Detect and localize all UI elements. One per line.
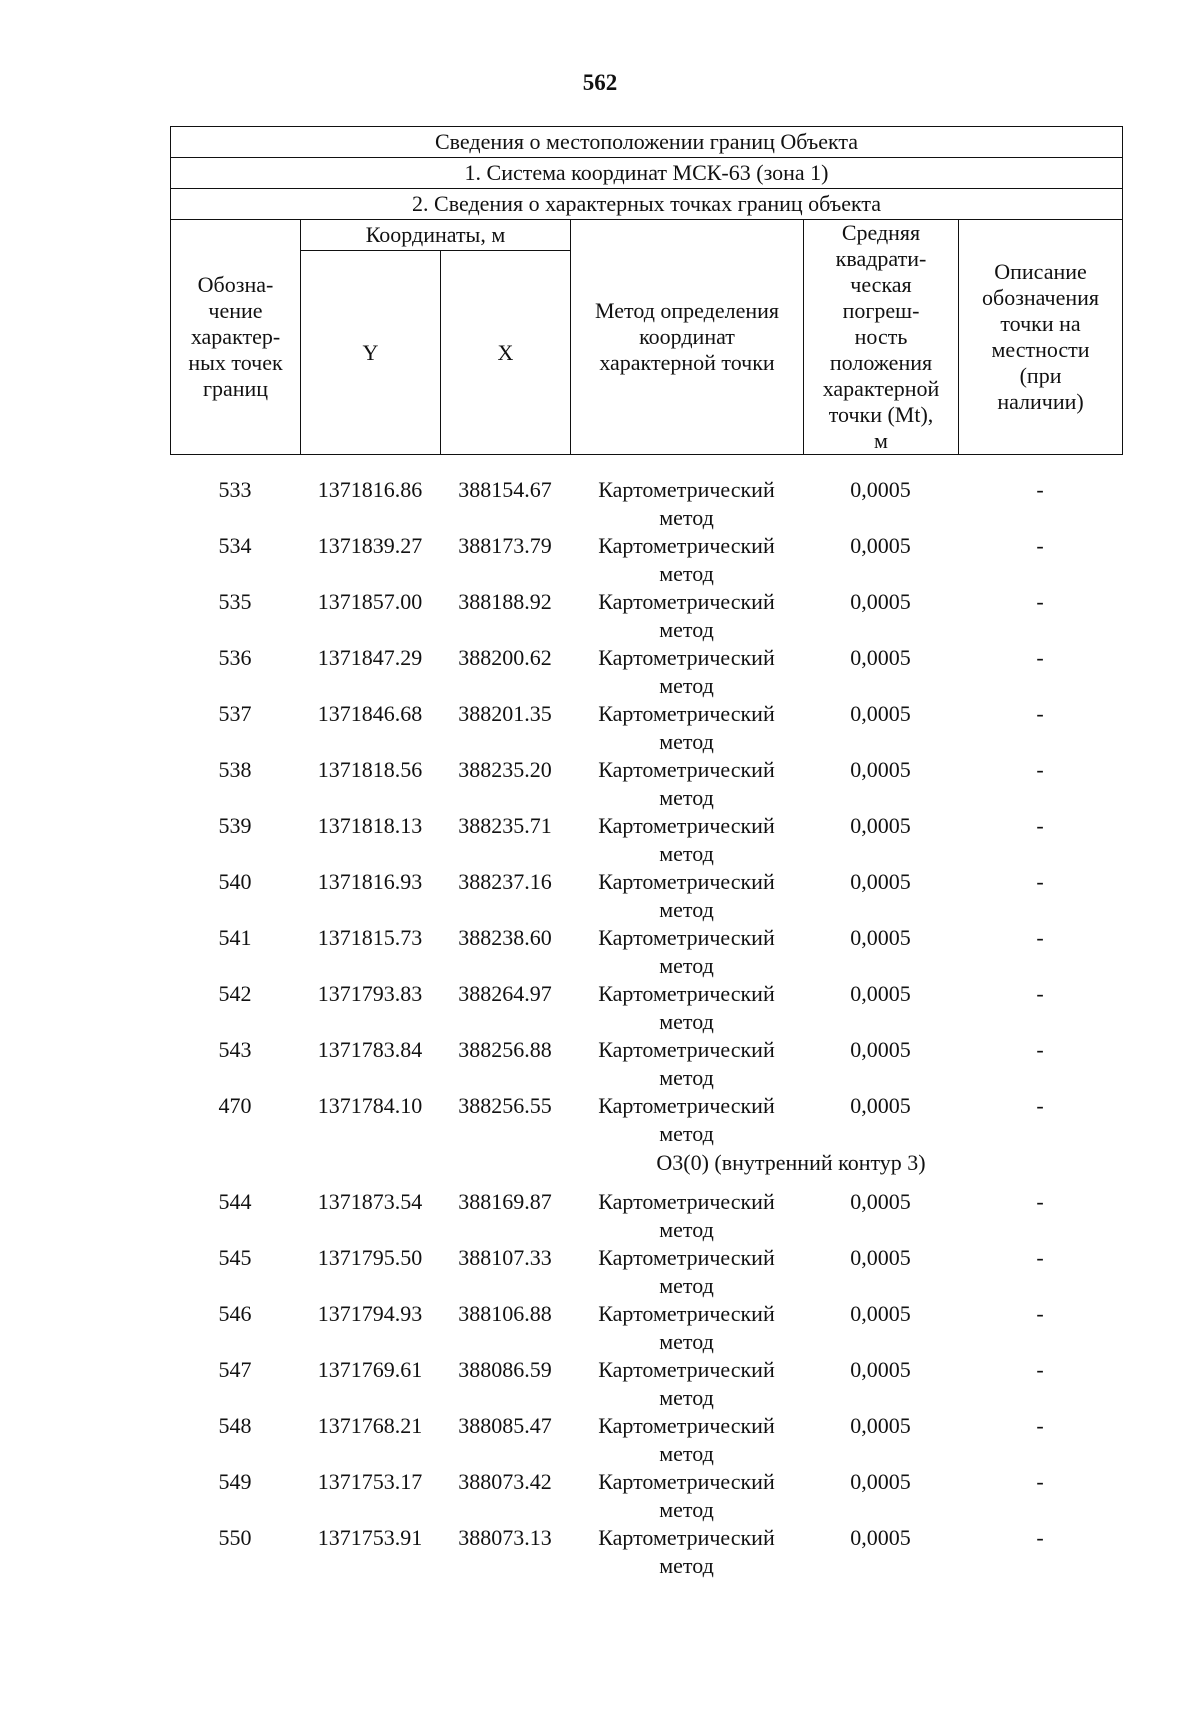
method-line-1: Картометрический	[598, 1189, 775, 1214]
point-id: 539	[218, 813, 252, 838]
coord-y: 1371768.21	[317, 1413, 423, 1438]
description: -	[1036, 645, 1044, 670]
error-value: 0,0005	[850, 645, 911, 670]
method-line-1: Картометрический	[598, 1357, 775, 1382]
method-line-2: метод	[659, 1217, 714, 1242]
coord-y: 1371816.86	[317, 477, 423, 502]
coord-x: 388073.42	[458, 1469, 552, 1494]
point-id: 545	[218, 1245, 252, 1270]
method-line-1: Картометрический	[598, 701, 775, 726]
method-line-2: метод	[659, 1385, 714, 1410]
coord-y: 1371846.68	[317, 701, 423, 726]
method	[570, 812, 803, 868]
coord-x: 388238.60	[458, 925, 552, 950]
method-line-2: метод	[659, 1329, 714, 1354]
description: -	[1036, 1525, 1044, 1550]
description: -	[1036, 981, 1044, 1006]
error-value: 0,0005	[850, 701, 911, 726]
coord-y: 1371818.13	[317, 813, 423, 838]
coord-x: 388086.59	[458, 1357, 552, 1382]
method-line-2: метод	[659, 1497, 714, 1522]
points-table	[170, 476, 1122, 1580]
method-line-1: Картометрический	[598, 981, 775, 1006]
method	[570, 476, 803, 532]
description: -	[1036, 1469, 1044, 1494]
coord-x: 388200.62	[458, 645, 552, 670]
coordinate-system: 1. Система координат МСК-63 (зона 1)	[171, 158, 1123, 189]
description: -	[1036, 1245, 1044, 1270]
table-row	[170, 532, 1122, 588]
point-id: 540	[218, 869, 252, 894]
description: -	[1036, 701, 1044, 726]
table-row	[170, 476, 1122, 532]
coord-x: 388201.35	[458, 701, 552, 726]
error-value: 0,0005	[850, 757, 911, 782]
method-line-2: метод	[659, 673, 714, 698]
method-line-2: метод	[659, 897, 714, 922]
error-value: 0,0005	[850, 1245, 911, 1270]
table-row	[170, 1468, 1122, 1524]
method-line-2: метод	[659, 561, 714, 586]
description: -	[1036, 1357, 1044, 1382]
description: -	[1036, 869, 1044, 894]
point-id: 537	[218, 701, 252, 726]
point-id: 544	[218, 1189, 252, 1214]
point-id: 470	[218, 1093, 252, 1118]
method	[570, 1300, 803, 1356]
coord-y: 1371818.56	[317, 757, 423, 782]
description: -	[1036, 1093, 1044, 1118]
header-table	[170, 126, 1123, 455]
table-title: Сведения о местоположении границ Объекта	[171, 127, 1123, 158]
method-line-1: Картометрический	[598, 1469, 775, 1494]
point-id: 535	[218, 589, 252, 614]
method-line-1: Картометрический	[598, 589, 775, 614]
coord-y: 1371783.84	[317, 1037, 423, 1062]
description: -	[1036, 757, 1044, 782]
coord-x: 388073.13	[458, 1525, 552, 1550]
coord-x: 388173.79	[458, 533, 552, 558]
coord-y: 1371815.73	[317, 925, 423, 950]
coord-y: 1371857.00	[317, 589, 423, 614]
table-row	[170, 1356, 1122, 1412]
table-row	[170, 1188, 1122, 1244]
col-method-header: Метод определения координат характерной точки	[571, 220, 804, 455]
col-description-header: Описание обозначения точки на местности (при наличии)	[959, 220, 1123, 455]
description: -	[1036, 813, 1044, 838]
error-value: 0,0005	[850, 589, 911, 614]
description: -	[1036, 1301, 1044, 1326]
points-title: 2. Сведения о характерных точках границ объекта	[171, 189, 1123, 220]
point-id: 550	[218, 1525, 252, 1550]
col-designation-header: Обозна- чение характер- ных точек границ	[171, 220, 301, 455]
table-row	[170, 756, 1122, 812]
description: -	[1036, 533, 1044, 558]
coord-y: 1371794.93	[317, 1301, 423, 1326]
method	[570, 532, 803, 588]
coord-x: 388107.33	[458, 1245, 552, 1270]
col-y-header: Y	[301, 251, 441, 455]
method	[570, 980, 803, 1036]
coord-x: 388264.97	[458, 981, 552, 1006]
coord-y: 1371793.83	[317, 981, 423, 1006]
method	[570, 644, 803, 700]
method	[570, 700, 803, 756]
error-value: 0,0005	[850, 1301, 911, 1326]
method-line-2: метод	[659, 1441, 714, 1466]
point-id: 546	[218, 1301, 252, 1326]
coord-x: 388235.71	[458, 813, 552, 838]
description: -	[1036, 477, 1044, 502]
point-id: 547	[218, 1357, 252, 1382]
coord-y: 1371839.27	[317, 533, 423, 558]
coord-y: 1371769.61	[317, 1357, 423, 1382]
point-id: 538	[218, 757, 252, 782]
description: -	[1036, 589, 1044, 614]
method-line-2: метод	[659, 617, 714, 642]
coord-x: 388154.67	[458, 477, 552, 502]
table-row	[170, 812, 1122, 868]
error-value: 0,0005	[850, 925, 911, 950]
table-row	[170, 1412, 1122, 1468]
coord-y: 1371753.17	[317, 1469, 423, 1494]
method-line-2: метод	[659, 1273, 714, 1298]
coord-x: 388237.16	[458, 869, 552, 894]
table-row	[170, 868, 1122, 924]
description: -	[1036, 925, 1044, 950]
method-line-1: Картометрический	[598, 533, 775, 558]
method	[570, 868, 803, 924]
coord-x: 388256.55	[458, 1093, 552, 1118]
table-row	[170, 1300, 1122, 1356]
error-value: 0,0005	[850, 1469, 911, 1494]
method-line-2: метод	[659, 785, 714, 810]
col-error-header: Средняя квадрати- ческая погреш- ность положения характерной точки (Mt), м	[804, 220, 959, 455]
error-value: 0,0005	[850, 533, 911, 558]
method	[570, 1244, 803, 1300]
table-row	[170, 644, 1122, 700]
method	[570, 756, 803, 812]
error-value: 0,0005	[850, 813, 911, 838]
error-value: 0,0005	[850, 981, 911, 1006]
method	[570, 1188, 803, 1244]
point-id: 533	[218, 477, 252, 502]
coord-x: 388256.88	[458, 1037, 552, 1062]
coord-x: 388106.88	[458, 1301, 552, 1326]
method-line-1: Картометрический	[598, 1525, 775, 1550]
point-id: 541	[218, 925, 252, 950]
method-line-1: Картометрический	[598, 1245, 775, 1270]
method-line-1: Картометрический	[598, 1413, 775, 1438]
method-line-2: метод	[659, 505, 714, 530]
coord-y: 1371795.50	[317, 1245, 423, 1270]
method-line-2: метод	[659, 1553, 714, 1578]
method-line-2: метод	[659, 841, 714, 866]
coord-y: 1371873.54	[317, 1189, 423, 1214]
method-line-2: метод	[659, 1009, 714, 1034]
col-coordinates-header: Координаты, м	[301, 220, 571, 251]
method-line-2: метод	[659, 953, 714, 978]
table-row	[170, 700, 1122, 756]
method-line-1: Картометрический	[598, 645, 775, 670]
coord-y: 1371784.10	[317, 1093, 423, 1118]
method-line-1: Картометрический	[598, 925, 775, 950]
point-id: 542	[218, 981, 252, 1006]
method-line-1: Картометрический	[598, 1301, 775, 1326]
point-id: 536	[218, 645, 252, 670]
method	[570, 1092, 803, 1148]
error-value: 0,0005	[850, 477, 911, 502]
table-row	[170, 1524, 1122, 1580]
table-row	[170, 1092, 1122, 1148]
section-label: О3(0) (внутренний контур 3)	[656, 1150, 926, 1175]
method-line-2: метод	[659, 1065, 714, 1090]
point-id: 548	[218, 1413, 252, 1438]
method-line-1: Картометрический	[598, 869, 775, 894]
error-value: 0,0005	[850, 1093, 911, 1118]
coord-y: 1371847.29	[317, 645, 423, 670]
error-value: 0,0005	[850, 1189, 911, 1214]
point-id: 543	[218, 1037, 252, 1062]
page-number: 562	[582, 70, 618, 95]
error-value: 0,0005	[850, 1413, 911, 1438]
coord-x: 388085.47	[458, 1413, 552, 1438]
method	[570, 1524, 803, 1580]
method	[570, 1356, 803, 1412]
table-row	[170, 1036, 1122, 1092]
section-row	[170, 1148, 1122, 1188]
point-id: 534	[218, 533, 252, 558]
method-line-2: метод	[659, 729, 714, 754]
table-row	[170, 1244, 1122, 1300]
coord-y: 1371816.93	[317, 869, 423, 894]
error-value: 0,0005	[850, 1037, 911, 1062]
method	[570, 1412, 803, 1468]
method	[570, 588, 803, 644]
coord-x: 388169.87	[458, 1189, 552, 1214]
table-row	[170, 980, 1122, 1036]
description: -	[1036, 1189, 1044, 1214]
method-line-2: метод	[659, 1121, 714, 1146]
coord-y: 1371753.91	[317, 1525, 423, 1550]
table-row	[170, 924, 1122, 980]
table-row	[170, 588, 1122, 644]
error-value: 0,0005	[850, 1357, 911, 1382]
method	[570, 1468, 803, 1524]
description: -	[1036, 1413, 1044, 1438]
description: -	[1036, 1037, 1044, 1062]
col-x-header: X	[441, 251, 571, 455]
coord-x: 388188.92	[458, 589, 552, 614]
method	[570, 1036, 803, 1092]
method-line-1: Картометрический	[598, 1093, 775, 1118]
method-line-1: Картометрический	[598, 1037, 775, 1062]
method-line-1: Картометрический	[598, 757, 775, 782]
error-value: 0,0005	[850, 1525, 911, 1550]
coord-x: 388235.20	[458, 757, 552, 782]
method-line-1: Картометрический	[598, 813, 775, 838]
method	[570, 924, 803, 980]
point-id: 549	[218, 1469, 252, 1494]
error-value: 0,0005	[850, 869, 911, 894]
method-line-1: Картометрический	[598, 477, 775, 502]
